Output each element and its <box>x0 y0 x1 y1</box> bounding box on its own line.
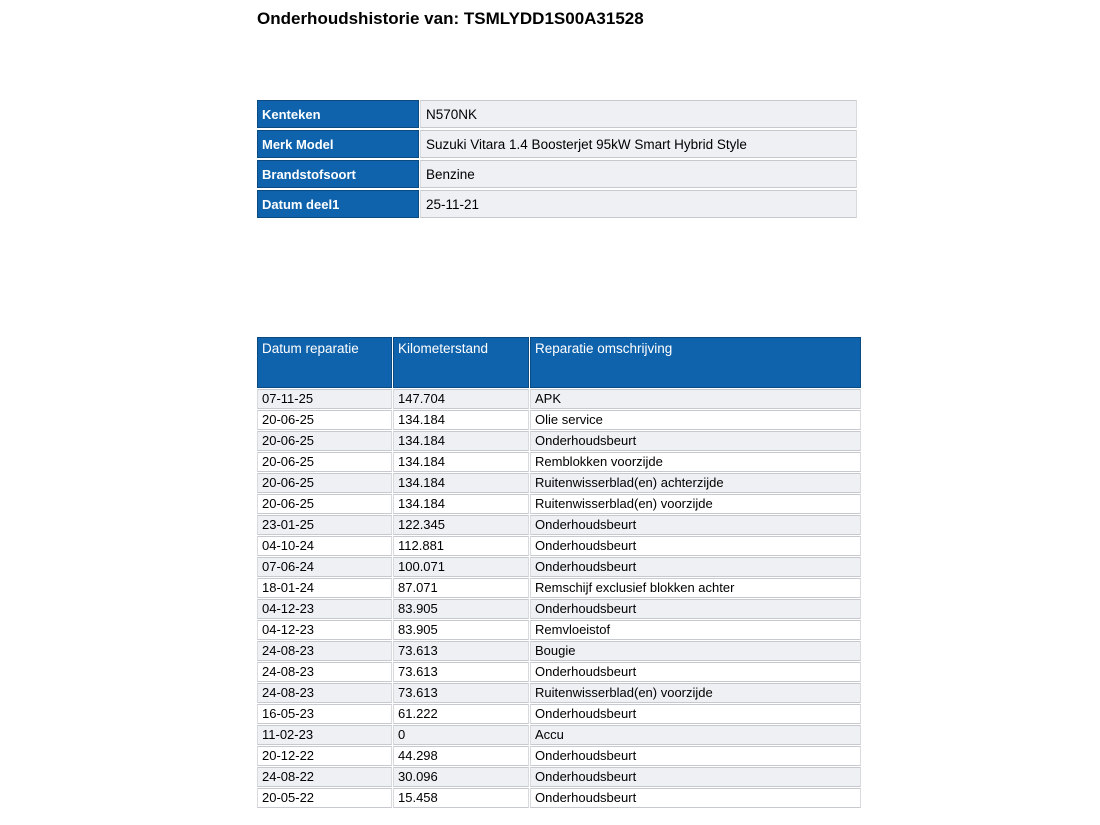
vehicle-info-label: Datum deel1 <box>257 190 419 218</box>
repair-date-cell: 16-05-23 <box>257 704 392 724</box>
repair-date-cell: 24-08-23 <box>257 683 392 703</box>
repair-description-cell: Onderhoudsbeurt <box>530 557 861 577</box>
table-row <box>257 704 861 724</box>
repair-odometer-cell: 134.184 <box>393 410 529 430</box>
repair-description-cell: Onderhoudsbeurt <box>530 746 861 766</box>
repair-description-cell: Onderhoudsbeurt <box>530 662 861 682</box>
vehicle-info-label: Kenteken <box>257 100 419 128</box>
repair-odometer-cell: 134.184 <box>393 452 529 472</box>
table-row <box>257 725 861 745</box>
table-row <box>257 620 861 640</box>
repair-odometer-cell: 73.613 <box>393 662 529 682</box>
vehicle-info-value: N570NK <box>420 100 857 128</box>
repair-odometer-cell: 134.184 <box>393 494 529 514</box>
table-row <box>257 389 861 409</box>
repair-odometer-cell: 83.905 <box>393 599 529 619</box>
table-row <box>257 536 861 556</box>
vehicle-info-label: Brandstofsoort <box>257 160 419 188</box>
repair-odometer-cell: 112.881 <box>393 536 529 556</box>
repair-date-cell: 20-06-25 <box>257 473 392 493</box>
repair-odometer-cell: 122.345 <box>393 515 529 535</box>
repair-date-cell: 20-06-25 <box>257 452 392 472</box>
repair-header-row <box>257 337 861 388</box>
table-row <box>257 515 861 535</box>
table-row <box>257 788 861 808</box>
repair-odometer-cell: 83.905 <box>393 620 529 640</box>
repair-description-cell: Onderhoudsbeurt <box>530 704 861 724</box>
repair-description-cell: Onderhoudsbeurt <box>530 536 861 556</box>
page-title: Onderhoudshistorie van: TSMLYDD1S00A31528 <box>257 9 644 28</box>
vehicle-info-row <box>257 190 857 218</box>
table-row <box>257 746 861 766</box>
repair-date-cell: 20-06-25 <box>257 431 392 451</box>
repair-description-cell: APK <box>530 389 861 409</box>
repair-date-cell: 24-08-23 <box>257 641 392 661</box>
repair-date-cell: 04-10-24 <box>257 536 392 556</box>
repair-description-cell: Onderhoudsbeurt <box>530 515 861 535</box>
repair-odometer-cell: 73.613 <box>393 683 529 703</box>
repair-odometer-cell: 100.071 <box>393 557 529 577</box>
table-row <box>257 683 861 703</box>
column-header-kilometerstand: Kilometerstand <box>393 337 529 388</box>
repair-odometer-cell: 87.071 <box>393 578 529 598</box>
repair-odometer-cell: 61.222 <box>393 704 529 724</box>
repair-date-cell: 24-08-22 <box>257 767 392 787</box>
repair-odometer-cell: 0 <box>393 725 529 745</box>
repair-date-cell: 20-05-22 <box>257 788 392 808</box>
repair-odometer-cell: 134.184 <box>393 431 529 451</box>
vehicle-info-table <box>256 98 858 220</box>
vehicle-info-label: Merk Model <box>257 130 419 158</box>
table-row <box>257 599 861 619</box>
table-row <box>257 557 861 577</box>
table-row <box>257 494 861 514</box>
repair-date-cell: 20-06-25 <box>257 494 392 514</box>
column-header-reparatie-omschrijving: Reparatie omschrijving <box>530 337 861 388</box>
repair-description-cell: Remschijf exclusief blokken achter <box>530 578 861 598</box>
repair-description-cell: Ruitenwisserblad(en) voorzijde <box>530 494 861 514</box>
repair-description-cell: Bougie <box>530 641 861 661</box>
column-header-datum-reparatie: Datum reparatie <box>257 337 392 388</box>
table-row <box>257 641 861 661</box>
repair-date-cell: 04-12-23 <box>257 620 392 640</box>
repair-date-cell: 04-12-23 <box>257 599 392 619</box>
repair-date-cell: 18-01-24 <box>257 578 392 598</box>
repair-date-cell: 24-08-23 <box>257 662 392 682</box>
repair-date-cell: 23-01-25 <box>257 515 392 535</box>
repair-description-cell: Ruitenwisserblad(en) voorzijde <box>530 683 861 703</box>
table-row <box>257 767 861 787</box>
repair-description-cell: Onderhoudsbeurt <box>530 431 861 451</box>
vehicle-info-row <box>257 160 857 188</box>
table-row <box>257 452 861 472</box>
vehicle-info-value: Suzuki Vitara 1.4 Boosterjet 95kW Smart Hybrid Style <box>420 130 857 158</box>
repair-history-table <box>256 336 862 809</box>
vehicle-info-row <box>257 100 857 128</box>
table-row <box>257 578 861 598</box>
repair-description-cell: Onderhoudsbeurt <box>530 788 861 808</box>
repair-odometer-cell: 15.458 <box>393 788 529 808</box>
repair-date-cell: 20-12-22 <box>257 746 392 766</box>
repair-description-cell: Remblokken voorzijde <box>530 452 861 472</box>
repair-odometer-cell: 44.298 <box>393 746 529 766</box>
repair-description-cell: Onderhoudsbeurt <box>530 767 861 787</box>
table-row <box>257 662 861 682</box>
repair-date-cell: 07-06-24 <box>257 557 392 577</box>
repair-date-cell: 11-02-23 <box>257 725 392 745</box>
repair-date-cell: 20-06-25 <box>257 410 392 430</box>
vehicle-info-row <box>257 130 857 158</box>
table-row <box>257 431 861 451</box>
repair-description-cell: Ruitenwisserblad(en) achterzijde <box>530 473 861 493</box>
repair-description-cell: Onderhoudsbeurt <box>530 599 861 619</box>
repair-odometer-cell: 147.704 <box>393 389 529 409</box>
repair-odometer-cell: 134.184 <box>393 473 529 493</box>
repair-description-cell: Accu <box>530 725 861 745</box>
repair-description-cell: Remvloeistof <box>530 620 861 640</box>
vehicle-info-value: Benzine <box>420 160 857 188</box>
table-row <box>257 473 861 493</box>
repair-odometer-cell: 73.613 <box>393 641 529 661</box>
repair-date-cell: 07-11-25 <box>257 389 392 409</box>
repair-odometer-cell: 30.096 <box>393 767 529 787</box>
table-row <box>257 410 861 430</box>
repair-description-cell: Olie service <box>530 410 861 430</box>
vehicle-info-value: 25-11-21 <box>420 190 857 218</box>
